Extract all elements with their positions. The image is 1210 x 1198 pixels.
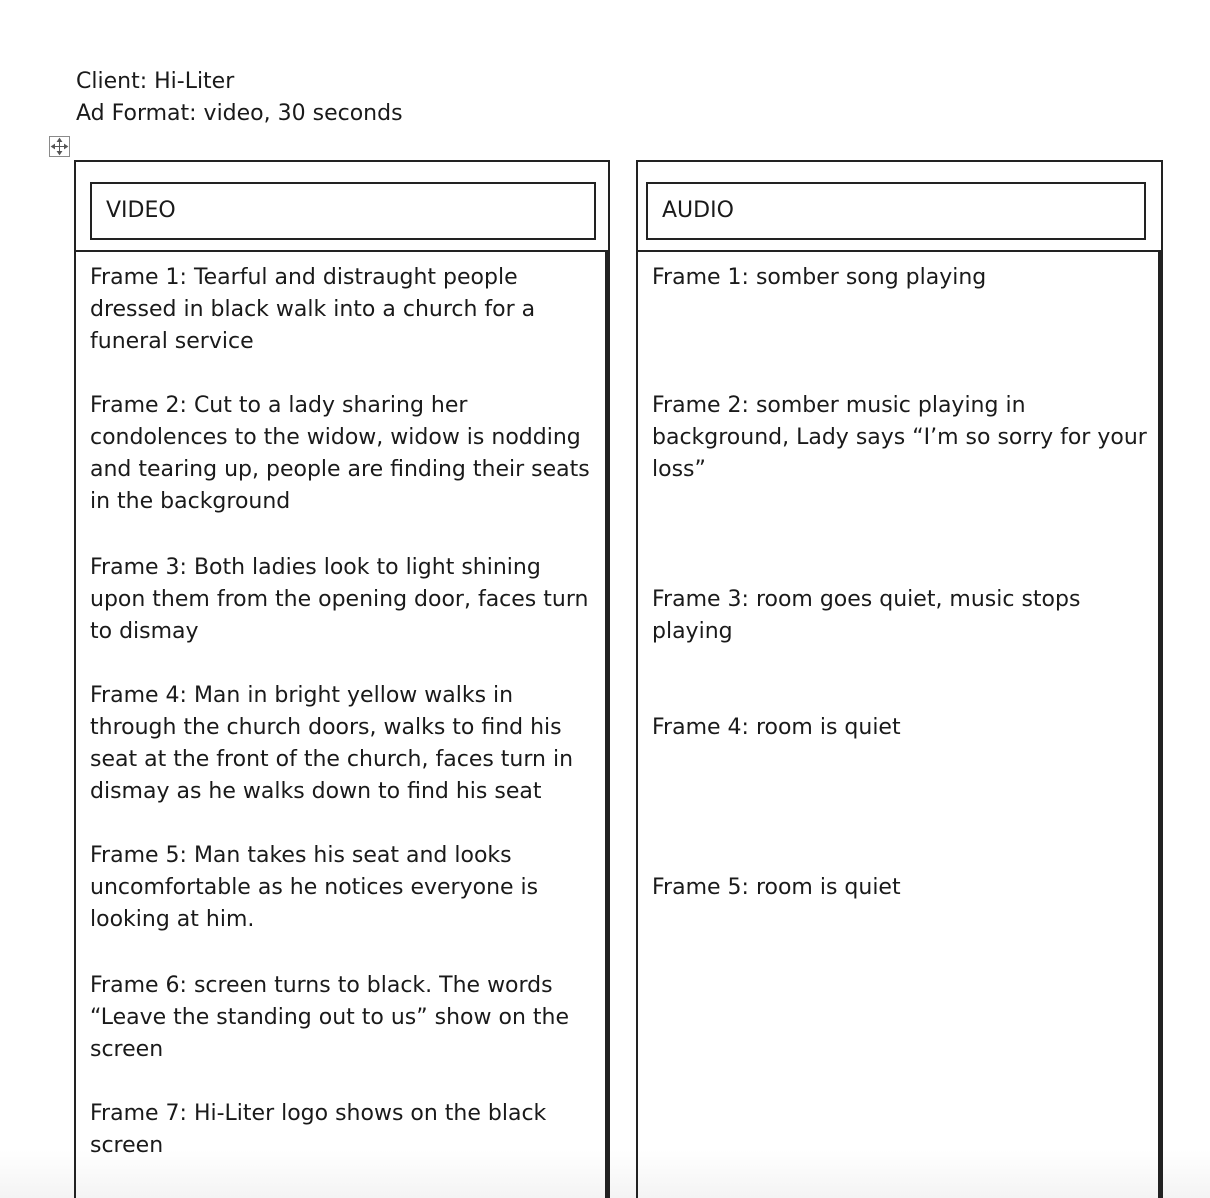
audio-frame-2: Frame 2: somber music playing in background, Lady says “I’m so sorry for your loss” (652, 393, 1147, 482)
audio-frame-1: Frame 1: somber song playing (652, 265, 987, 290)
move-arrows-icon[interactable] (49, 136, 70, 157)
video-frame-5: Frame 5: Man takes his seat and looks uncomfortable as he notices everyone is looking at him. (90, 843, 539, 932)
client-line: Client: Hi-Liter (76, 69, 235, 94)
ad-format-line: Ad Format: video, 30 seconds (76, 101, 403, 126)
move-arrows-glyph (50, 137, 69, 156)
video-frame-3: Frame 3: Both ladies look to light shining upon them from the opening door, faces turn to dismay (90, 555, 589, 644)
audio-frame-3: Frame 3: room goes quiet, music stops playing (652, 587, 1081, 644)
video-frame-7: Frame 7: Hi-Liter logo shows on the black screen (90, 1101, 547, 1158)
video-frame-6: Frame 6: screen turns to black. The words “Leave the standing out to us” show on the screen (90, 973, 569, 1062)
video-frame-2: Frame 2: Cut to a lady sharing her condolences to the widow, widow is nodding and tearing up, people are finding their seats in the background (90, 393, 590, 514)
video-column (74, 160, 610, 1198)
video-frames-cell (76, 250, 608, 1198)
audio-frame-4: Frame 4: room is quiet (652, 715, 901, 740)
audio-frame-5: Frame 5: room is quiet (652, 875, 901, 900)
video-frame-1: Frame 1: Tearful and distraught people dressed in black walk into a church for a funeral service (90, 265, 536, 354)
video-heading: VIDEO (90, 182, 596, 240)
video-frame-4: Frame 4: Man in bright yellow walks in through the church doors, walks to find his seat at the front of the church, faces turn in dismay as he walks down to find his seat (90, 683, 574, 804)
audio-heading: AUDIO (646, 182, 1146, 240)
audio-frames-cell (638, 250, 1161, 1198)
audio-column (636, 160, 1163, 1198)
